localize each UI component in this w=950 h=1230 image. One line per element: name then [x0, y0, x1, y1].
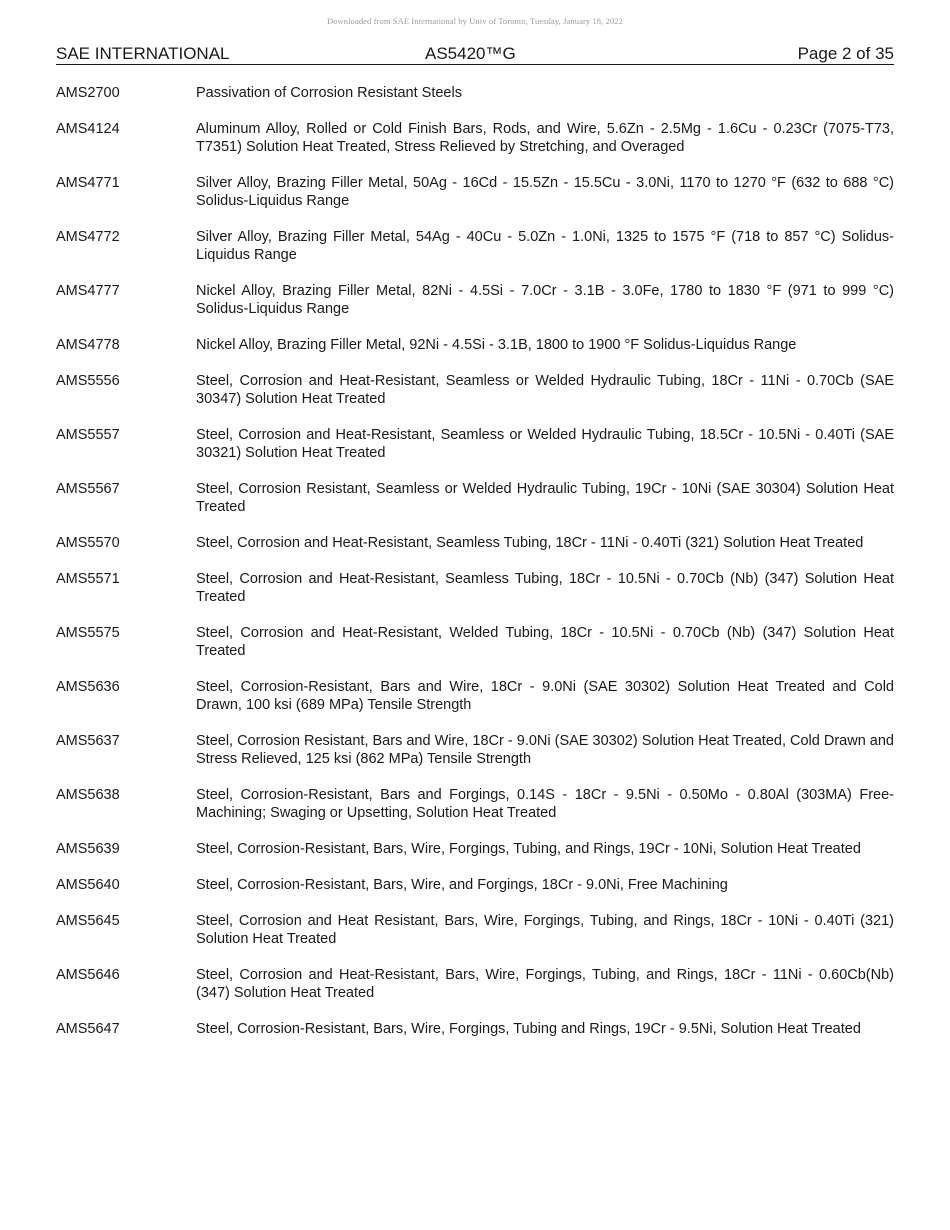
reference-title: Nickel Alloy, Brazing Filler Metal, 92Ni - 4.5Si - 3.1B, 1800 to 1900 °F Solidus-Liquidus Range: [196, 337, 797, 353]
reference-title: Aluminum Alloy, Rolled or Cold Finish Bars, Rods, and Wire, 5.6Zn - 2.5Mg - 1.6Cu - 0.23Cr (7075-T73, T7351) Solution Heat Treated, Stress Relieved by Stretching, and Overaged: [196, 121, 894, 155]
reference-title: Steel, Corrosion and Heat Resistant, Bars, Wire, Forgings, Tubing, and Rings, 18Cr - 10Ni - 0.40Ti (321) Solution Heat Treated: [196, 913, 894, 947]
reference-code: AMS5639: [56, 841, 120, 857]
reference-title: Silver Alloy, Brazing Filler Metal, 50Ag - 16Cd - 15.5Zn - 15.5Cu - 3.0Ni, 1170 to 1270 °F (632 to 688 °C) Solidus-Liquidus Range: [196, 175, 894, 209]
reference-title: Steel, Corrosion and Heat-Resistant, Bars, Wire, Forgings, Tubing, and Rings, 18Cr - 11Ni - 0.60Cb(Nb) (347) Solution Heat Treated: [196, 967, 894, 1001]
reference-code: AMS5556: [56, 373, 120, 389]
reference-title: Silver Alloy, Brazing Filler Metal, 54Ag - 40Cu - 5.0Zn - 1.0Ni, 1325 to 1575 °F (718 to 857 °C) Solidus-Liquidus Range: [196, 229, 894, 263]
reference-entry: [56, 174, 894, 210]
reference-title: Steel, Corrosion and Heat-Resistant, Seamless or Welded Hydraulic Tubing, 18.5Cr - 10.5Ni - 0.40Ti (SAE 30321) Solution Heat Treated: [196, 427, 894, 461]
reference-entry: [56, 336, 894, 354]
reference-entry: [56, 480, 894, 516]
reference-title: Nickel Alloy, Brazing Filler Metal, 82Ni - 4.5Si - 7.0Cr - 3.1B - 3.0Fe, 1780 to 1830 °F (971 to 999 °C) Solidus-Liquidus Range: [196, 283, 894, 317]
reference-entry: [56, 624, 894, 660]
reference-code: AMS4772: [56, 229, 120, 245]
reference-code: AMS4771: [56, 175, 120, 191]
reference-code: AMS5637: [56, 733, 120, 749]
reference-entry: [56, 912, 894, 948]
download-watermark: Downloaded from SAE International by Univ of Toronto, Tuesday, January 18, 2022: [326, 16, 624, 26]
reference-entry: [56, 534, 894, 552]
reference-entry: [56, 786, 894, 822]
reference-entry: [56, 876, 894, 894]
reference-entry: [56, 84, 894, 102]
reference-code: AMS5567: [56, 481, 120, 497]
reference-code: AMS5647: [56, 1021, 120, 1037]
reference-code: AMS4777: [56, 283, 120, 299]
reference-entry: [56, 282, 894, 318]
reference-entry: [56, 426, 894, 462]
header-document-number: AS5420™G: [425, 44, 516, 63]
reference-entry: [56, 228, 894, 264]
reference-title: Passivation of Corrosion Resistant Steels: [196, 85, 462, 101]
reference-title: Steel, Corrosion-Resistant, Bars and Forgings, 0.14S - 18Cr - 9.5Ni - 0.50Mo - 0.80Al (303MA) Free-Machining; Swaging or Upsetting, Solution Heat Treated: [196, 787, 894, 821]
reference-entry: [56, 678, 894, 714]
reference-list: [56, 84, 894, 1056]
reference-code: AMS5557: [56, 427, 120, 443]
reference-title: Steel, Corrosion-Resistant, Bars, Wire, and Forgings, 18Cr - 9.0Ni, Free Machining: [196, 877, 728, 893]
reference-code: AMS2700: [56, 85, 120, 101]
reference-title: Steel, Corrosion and Heat-Resistant, Seamless Tubing, 18Cr - 10.5Ni - 0.70Cb (Nb) (347) Solution Heat Treated: [196, 571, 894, 605]
reference-entry: [56, 372, 894, 408]
reference-title: Steel, Corrosion and Heat-Resistant, Welded Tubing, 18Cr - 10.5Ni - 0.70Cb (Nb) (347) Solution Heat Treated: [196, 625, 894, 659]
reference-title: Steel, Corrosion-Resistant, Bars, Wire, Forgings, Tubing and Rings, 19Cr - 9.5Ni, Solution Heat Treated: [196, 1021, 861, 1037]
reference-entry: [56, 966, 894, 1002]
reference-title: Steel, Corrosion-Resistant, Bars, Wire, Forgings, Tubing, and Rings, 19Cr - 10Ni, Solution Heat Treated: [196, 841, 861, 857]
reference-code: AMS5640: [56, 877, 120, 893]
header-page-number: Page 2 of 35: [797, 44, 894, 63]
reference-title: Steel, Corrosion and Heat-Resistant, Seamless Tubing, 18Cr - 11Ni - 0.40Ti (321) Solution Heat Treated: [196, 535, 864, 551]
reference-code: AMS5575: [56, 625, 120, 641]
reference-entry: [56, 120, 894, 156]
reference-code: AMS5570: [56, 535, 120, 551]
reference-entry: [56, 570, 894, 606]
reference-entry: [56, 1020, 894, 1038]
reference-entry: [56, 840, 894, 858]
reference-code: AMS5645: [56, 913, 120, 929]
reference-code: AMS5638: [56, 787, 120, 803]
page-header: [56, 44, 894, 65]
reference-code: AMS5636: [56, 679, 120, 695]
reference-code: AMS5571: [56, 571, 120, 587]
header-organization: SAE INTERNATIONAL: [56, 44, 230, 63]
reference-title: Steel, Corrosion-Resistant, Bars and Wire, 18Cr - 9.0Ni (SAE 30302) Solution Heat Treated and Cold Drawn, 100 ksi (689 MPa) Tensile Strength: [196, 679, 894, 713]
reference-title: Steel, Corrosion Resistant, Seamless or Welded Hydraulic Tubing, 19Cr - 10Ni (SAE 30304) Solution Heat Treated: [196, 481, 894, 515]
reference-entry: [56, 732, 894, 768]
reference-code: AMS4124: [56, 121, 120, 137]
reference-code: AMS4778: [56, 337, 120, 353]
reference-title: Steel, Corrosion Resistant, Bars and Wire, 18Cr - 9.0Ni (SAE 30302) Solution Heat Treated, Cold Drawn and Stress Relieved, 125 ksi (862 MPa) Tensile Strength: [196, 733, 894, 767]
reference-code: AMS5646: [56, 967, 120, 983]
reference-title: Steel, Corrosion and Heat-Resistant, Seamless or Welded Hydraulic Tubing, 18Cr - 11Ni - 0.70Cb (SAE 30347) Solution Heat Treated: [196, 373, 894, 407]
